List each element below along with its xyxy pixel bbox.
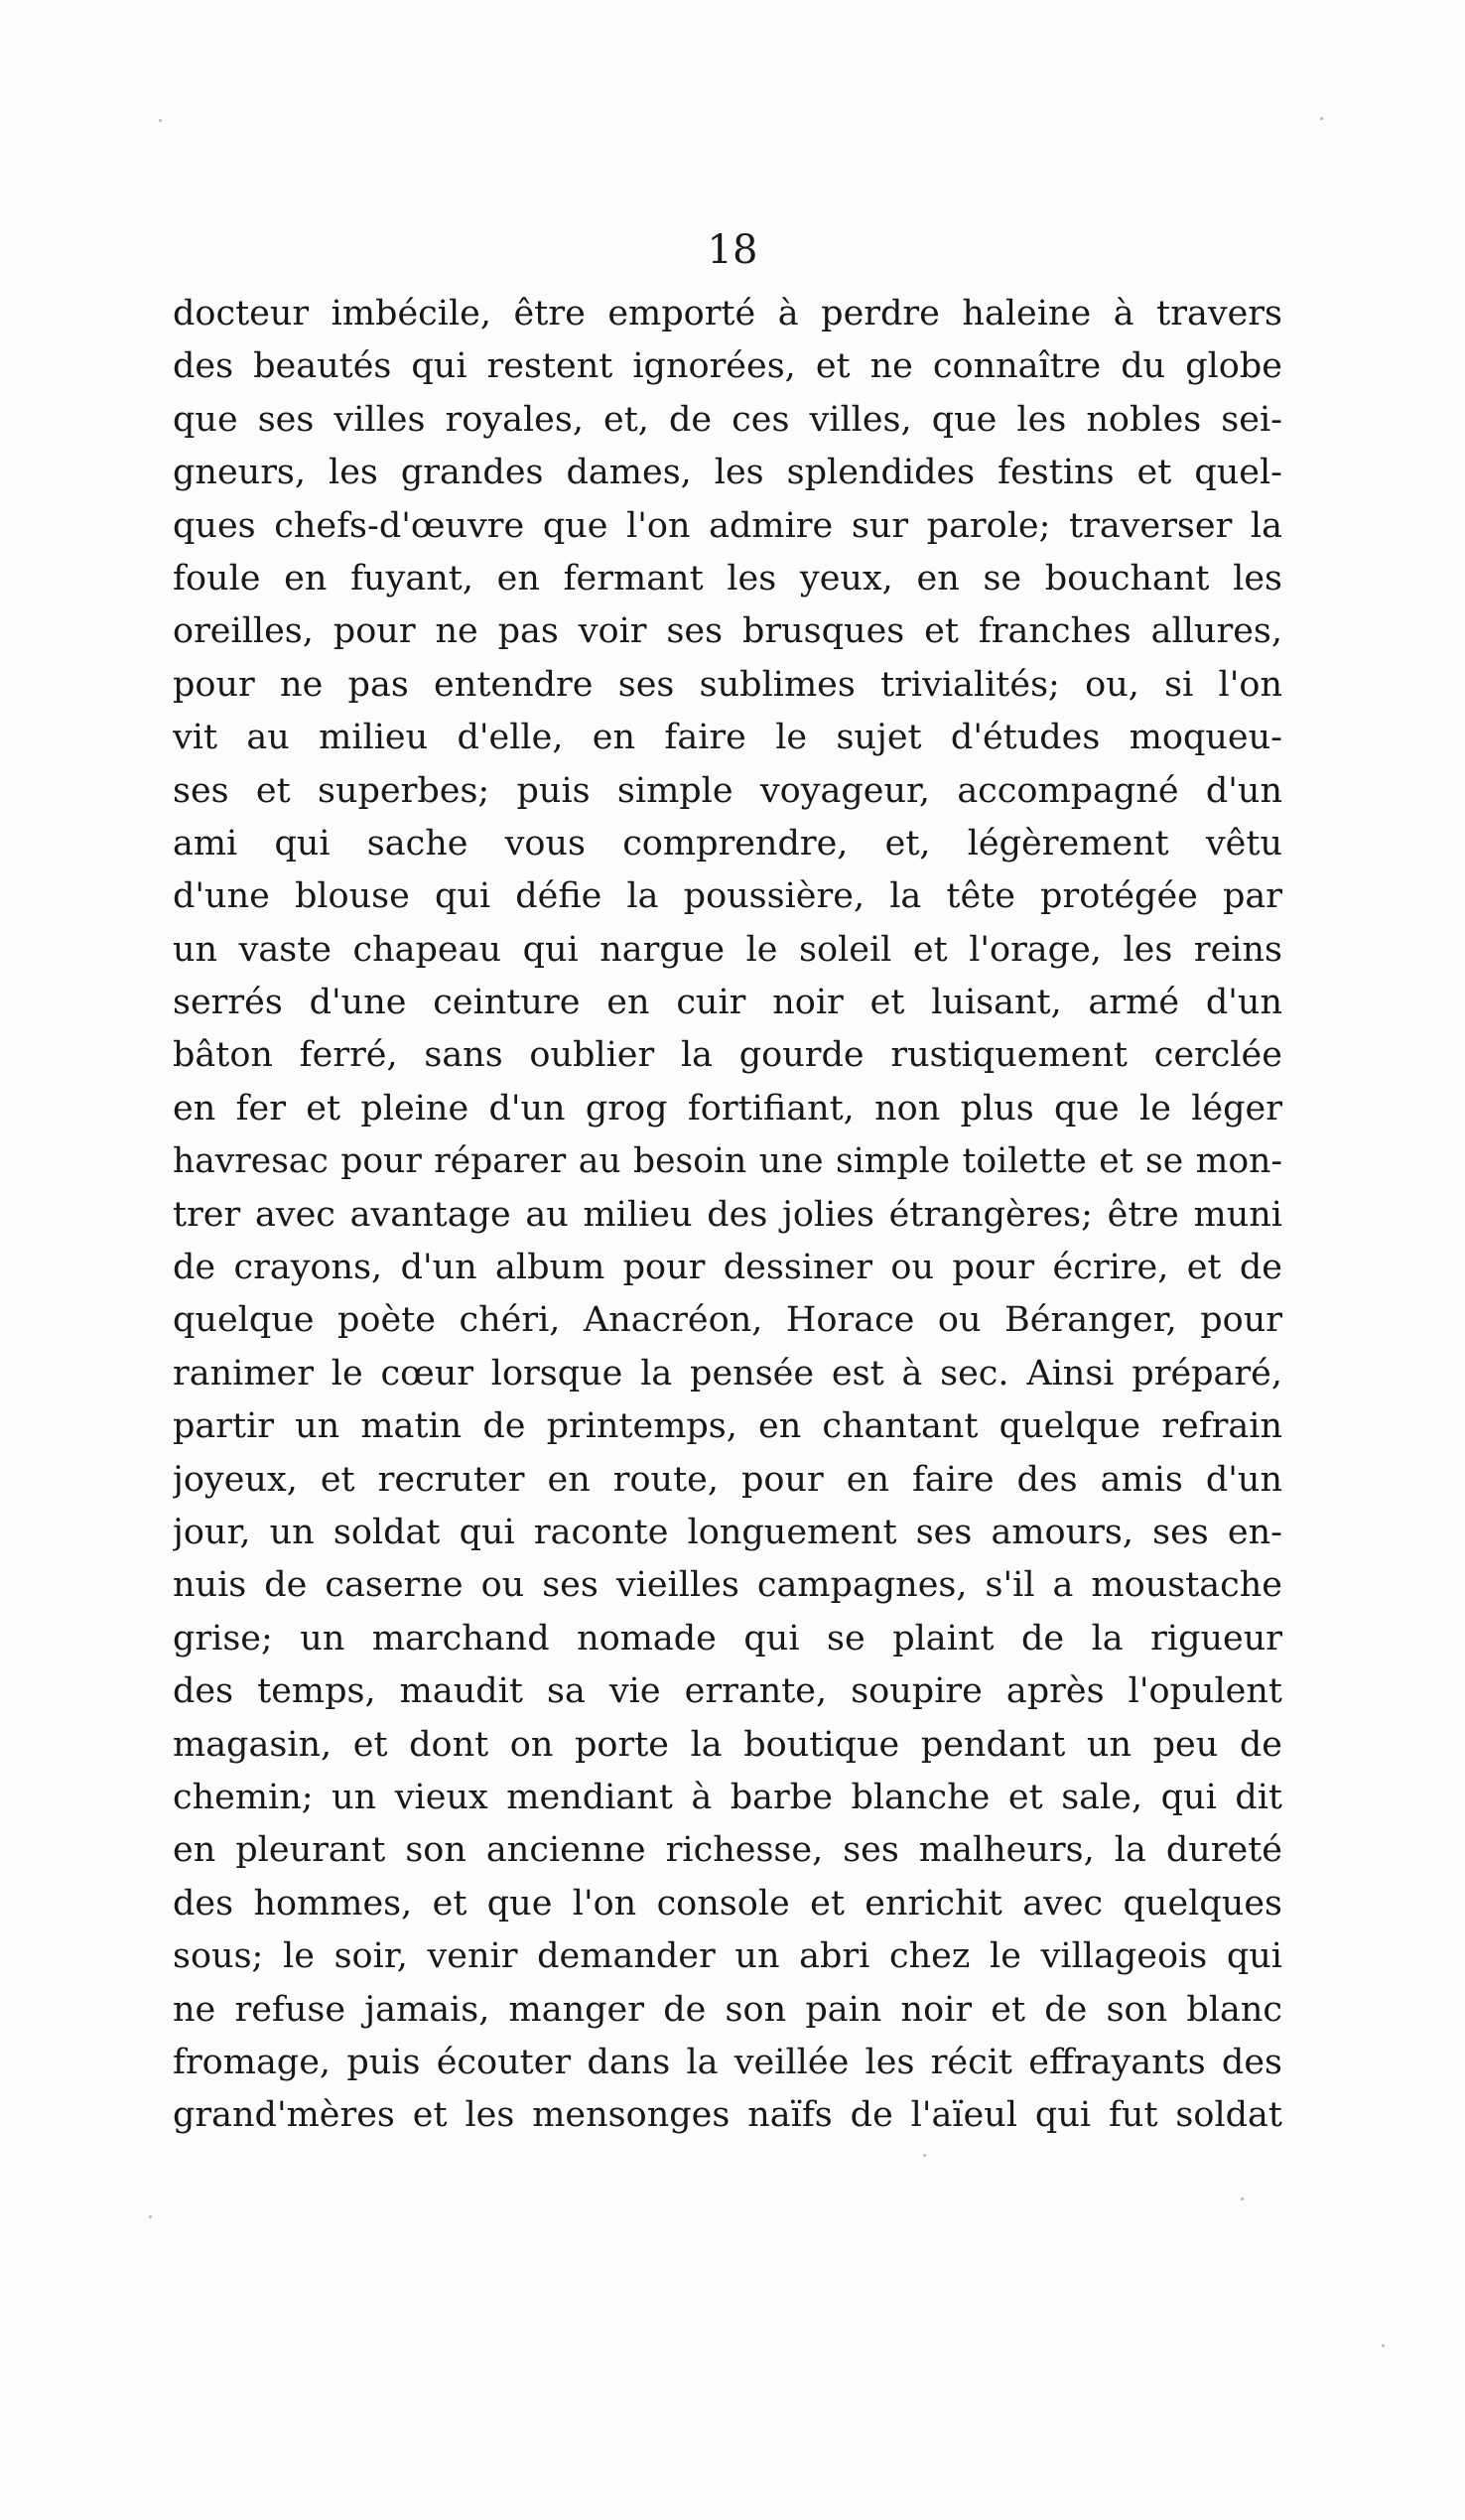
paper-speck (159, 119, 162, 122)
text-line: serrés d'une ceinture en cuir noir et luisant, armé d'un (173, 983, 1282, 1023)
page-number: 18 (707, 227, 758, 273)
text-line: nuis de caserne ou ses vieilles campagnes, s'il a moustache (173, 1565, 1282, 1606)
text-line: havresac pour réparer au besoin une simple toilette et se mon- (173, 1141, 1282, 1182)
text-line: un vaste chapeau qui nargue le soleil et l'orage, les reins (173, 929, 1282, 970)
text-line: chemin; un vieux mendiant à barbe blanche et sale, qui dit (173, 1777, 1282, 1817)
text-line: ques chefs-d'œuvre que l'on admire sur parole; traverser la (173, 505, 1282, 546)
text-line: bâton ferré, sans oublier la gourde rustiquement cerclée (173, 1035, 1282, 1076)
text-line: magasin, et dont on porte la boutique pendant un peu de (173, 1724, 1282, 1765)
paper-speck (1382, 2344, 1385, 2347)
text-line: sous; le soir, venir demander un abri chez le villageois qui (173, 1936, 1282, 1977)
text-line: ami qui sache vous comprendre, et, légèrement vêtu (173, 823, 1282, 863)
text-line: des beautés qui restent ignorées, et ne connaître du globe (173, 346, 1282, 387)
text-line: de crayons, d'un album pour dessiner ou pour écrire, et de (173, 1248, 1282, 1288)
paper-speck (149, 2215, 152, 2218)
paper-speck (1241, 2197, 1244, 2200)
text-line: d'une blouse qui défie la poussière, la tête protégée par (173, 876, 1282, 917)
text-line: partir un matin de printemps, en chantant quelque refrain (173, 1406, 1282, 1447)
text-line: en pleurant son ancienne richesse, ses malheurs, la dureté (173, 1830, 1282, 1871)
text-line: trer avec avantage au milieu des jolies étrangères; être muni (173, 1194, 1282, 1235)
text-line: joyeux, et recruter en route, pour en faire des amis d'un (173, 1459, 1282, 1500)
body-text (173, 288, 1282, 2143)
text-line: grand'mères et les mensonges naïfs de l'aïeul qui fut soldat (173, 2095, 1282, 2136)
text-line: gneurs, les grandes dames, les splendides festins et quel- (173, 453, 1282, 493)
text-line: ranimer le cœur lorsque la pensée est à sec. Ainsi préparé, (173, 1353, 1282, 1393)
text-line: quelque poète chéri, Anacréon, Horace ou Béranger, pour (173, 1300, 1282, 1341)
text-line: jour, un soldat qui raconte longuement ses amours, ses en- (173, 1512, 1282, 1552)
text-line: oreilles, pour ne pas voir ses brusques et franches allures, (173, 611, 1282, 652)
text-line: vit au milieu d'elle, en faire le sujet d'études moqueu- (173, 718, 1282, 758)
text-line: docteur imbécile, être emporté à perdre haleine à travers (173, 294, 1282, 333)
text-line: ses et superbes; puis simple voyageur, accompagné d'un (173, 770, 1282, 811)
text-line: des hommes, et que l'on console et enrichit avec quelques (173, 1883, 1282, 1923)
text-line: pour ne pas entendre ses sublimes trivialités; ou, si l'on (173, 664, 1282, 705)
text-line: que ses villes royales, et, de ces villes, que les nobles sei- (173, 399, 1282, 440)
text-line: grise; un marchand nomade qui se plaint de la rigueur (173, 1618, 1282, 1658)
text-line: foule en fuyant, en fermant les yeux, en se bouchant les (173, 558, 1282, 598)
text-line: fromage, puis écouter dans la veillée les récit effrayants des (173, 2042, 1282, 2082)
text-line: des temps, maudit sa vie errante, soupire après l'opulent (173, 1671, 1282, 1712)
paper-speck (1320, 117, 1323, 120)
text-line: en fer et pleine d'un grog fortifiant, non plus que le léger (173, 1088, 1282, 1128)
paper-speck (923, 2154, 926, 2157)
text-line: ne refuse jamais, manger de son pain noir et de son blanc (173, 1989, 1282, 2030)
